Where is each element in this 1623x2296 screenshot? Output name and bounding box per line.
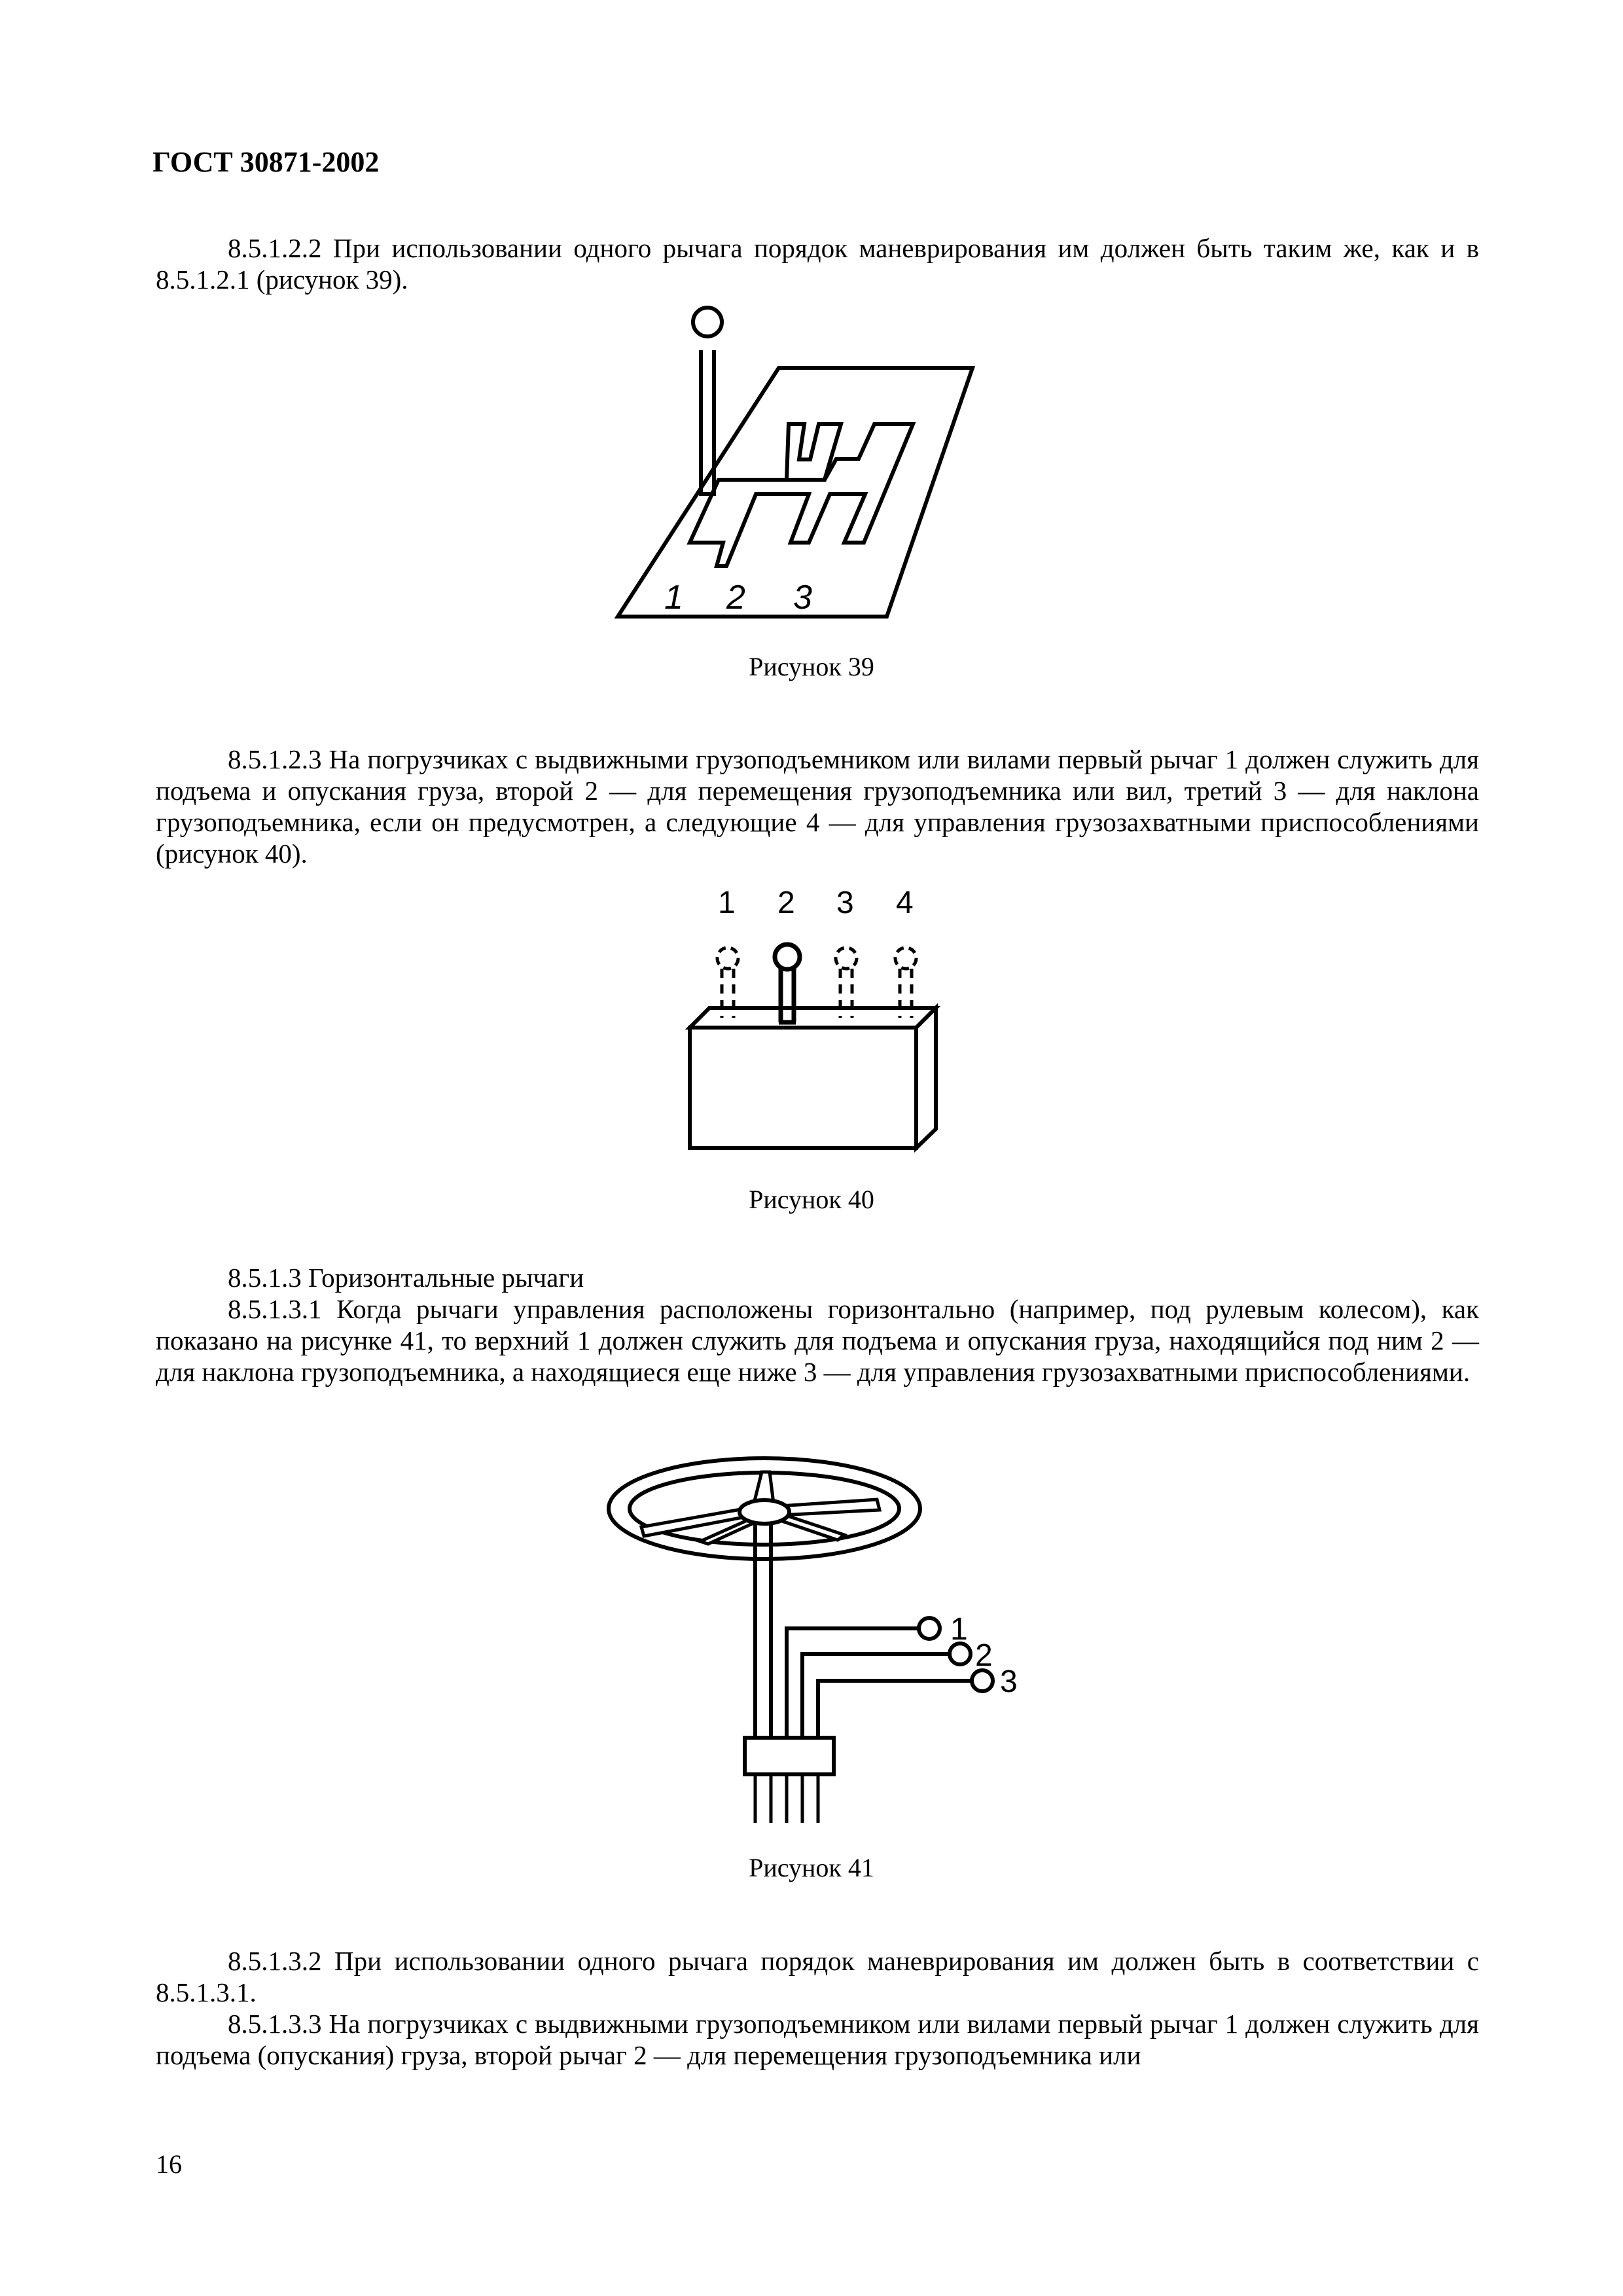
figure-41-steering-column-levers (602, 1456, 1034, 1836)
figure-39-label-3: 3 (793, 579, 812, 617)
figure-40-four-vertical-levers (681, 877, 955, 1158)
figure-41-label-3: 3 (1000, 1664, 1018, 1699)
figure-40-label-3: 3 (836, 886, 854, 920)
figure-41-steering-wheel (609, 1458, 920, 1559)
figure-41-caption: Рисунок 41 (749, 1853, 874, 1882)
figure-39-caption: Рисунок 39 (749, 652, 874, 681)
paragraph-8-5-1-3-2: 8.5.1.3.2 При использовании одного рычага порядок маневрирования им должен быть в соответствии с 8.5.1.3.1. (156, 1946, 1479, 2007)
figure-41-lever-2 (802, 1643, 971, 1738)
paragraph-8-5-1-2-3: 8.5.1.2.3 На погрузчиках с выдвижными грузоподъемником или вилами первый рычаг 1 должен служить для подъема и опускания груза, второй 2 — для перемещения грузоподъемника или вил, третий 3 — для наклона грузоподъемника, если он предусмотрен, а следующие 4 — для управления грузозахватными приспособлениями (рисунок 40). (156, 744, 1479, 869)
page-number: 16 (156, 2149, 182, 2179)
figure-40-label-1: 1 (718, 886, 736, 920)
figure-41-lever-3 (818, 1670, 993, 1738)
paragraph-8-5-1-3-3: 8.5.1.3.3 На погрузчиках с выдвижными грузоподъемником или вилами первый рычаг 1 должен служить для подъема (опускания) груза, второй рычаг 2 — для перемещения грузоподъемника или (156, 2009, 1479, 2070)
figure-41-label-1: 1 (950, 1612, 968, 1647)
figure-41-lever-1 (787, 1618, 940, 1738)
figure-39-single-lever-gate (615, 298, 1008, 638)
document-header: ГОСТ 30871-2002 (152, 146, 380, 178)
figure-40-caption: Рисунок 40 (749, 1185, 874, 1214)
paragraph-8-5-1-2-2: 8.5.1.2.2 При использовании одного рычага порядок маневрирования им должен быть таким же, как и в 8.5.1.2.1 (рисунок 39). (156, 233, 1479, 295)
paragraph-8-5-1-3: 8.5.1.3 Горизонтальные рычаги (228, 1263, 584, 1293)
figure-39-label-1: 1 (664, 579, 683, 617)
figure-40-label-4: 4 (896, 886, 914, 920)
figure-41-label-2: 2 (975, 1638, 993, 1673)
figure-39-label-2: 2 (726, 579, 745, 617)
figure-40-label-2: 2 (777, 886, 795, 920)
paragraph-8-5-1-3-1: 8.5.1.3.1 Когда рычаги управления расположены горизонтально (например, под рулевым колесом), как показано на рисунке 41, то верхний 1 должен служить для подъема и опускания груза, находящийся под ним 2 — для наклона грузоподъемника, а находящиеся еще ниже 3 — для управления грузозахватными приспособлениями. (156, 1294, 1479, 1387)
